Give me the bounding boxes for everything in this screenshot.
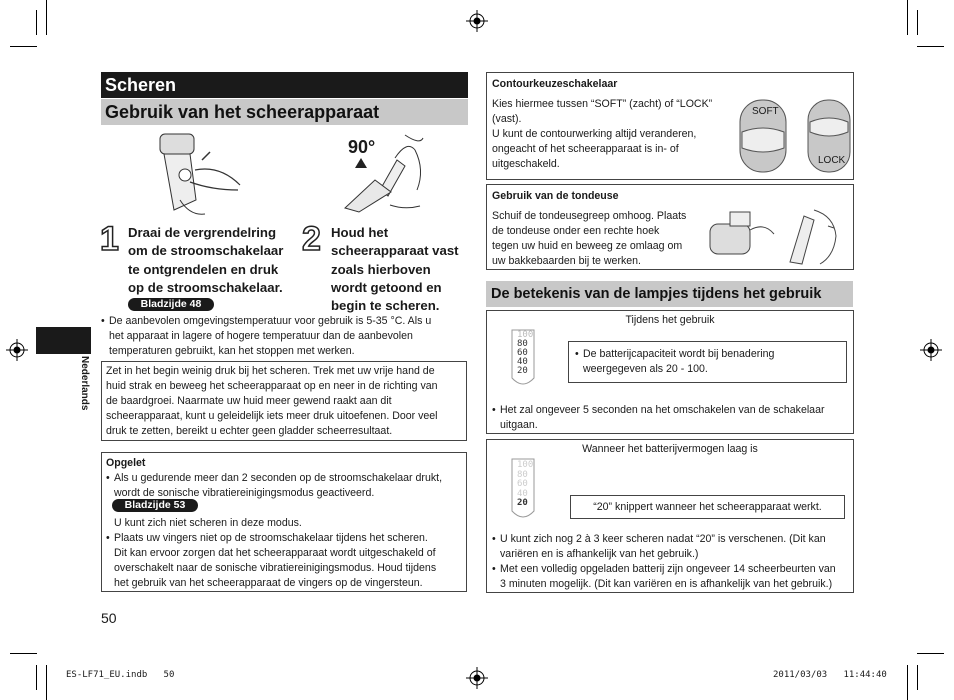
- page-reference-badge[interactable]: Bladzijde 48: [128, 298, 214, 311]
- step1-text: Draai de vergrendelring om de stroomschakelaar te ontgrendelen en druk op de stroomschakelaar.: [128, 225, 284, 295]
- lamps-title: De betekenis van de lampjes tijdens het gebruik: [486, 281, 853, 307]
- trimmer-box: Gebruik van de tondeuse Schuif de tondeusegreep omhoog. Plaats de tondeuse onder een rechte hoek tegen uw huid en beweeg ze omlaag om uw bakkebaarden bij te werken.: [486, 184, 854, 270]
- footer-left: ES-LF71_EU.indb 50: [66, 670, 175, 680]
- crop-mark: [36, 10, 37, 35]
- sidebar-tab: [36, 327, 91, 354]
- crop-mark: [36, 665, 37, 690]
- crop-mark: [10, 653, 37, 654]
- angle-label: 90°: [348, 137, 376, 157]
- crop-mark: [907, 0, 908, 35]
- registration-mark-icon: [466, 10, 488, 32]
- battery-levels: 100 80 60 40 20: [517, 330, 534, 376]
- page-number: 50: [101, 610, 117, 626]
- caution-box: Opgelet • Als u gedurende meer dan 2 seconden op de stroomschakelaar drukt, wordt de sonische vibratiereinigingsmodus geactiveerd. U kunt zich niet scheren in deze modus. • Plaats uw vingers niet op de stroomschakelaar tijdens het scheren. Dit kan ervoor zorgen dat het scheerapparaat wordt uitgeschakeld of overschakelt naar de sonische vibratiereinigingsmodus. Houd tijdens het gebruik van het scheerapparaat de vingers op de vingersteun.: [101, 452, 467, 592]
- step-number: 2: [302, 220, 321, 258]
- page-reference-badge[interactable]: Bladzijde 53: [112, 499, 198, 512]
- sidebar-language: Nederlands: [79, 356, 90, 411]
- footer-right: 2011/03/03 11:44:40: [773, 670, 887, 680]
- subsection-title: Gebruik van het scheerapparaat: [101, 99, 468, 125]
- section-title: Scheren: [101, 72, 468, 98]
- low-battery-note2: • Met een volledig opgeladen batterij zijn ongeveer 14 scheerbeurten van 3 minuten mogelijk. (Dit kan variëren en is afhankelijk van het gebruik.): [492, 563, 836, 590]
- registration-mark-icon: [920, 339, 942, 361]
- crop-mark: [10, 46, 37, 47]
- crop-mark: [917, 653, 944, 654]
- temperature-note: • De aanbevolen omgevingstemperatuur voor gebruik is 5-35 °C. Als u het apparaat in lagere of hogere temperatuur dan de aanbevolen temperaturen gebruikt, kan het stoppen met werken.: [101, 315, 432, 357]
- crop-mark: [907, 665, 908, 700]
- crop-mark: [917, 10, 918, 35]
- step2-text: Houd het scheerapparaat vast zoals hierboven wordt getoond en begin te scheren.: [331, 225, 459, 314]
- shaver-unlock-illustration: [150, 130, 250, 220]
- battery-levels: 100 80 60 40 20: [517, 460, 534, 508]
- tip-box: Zet in het begin weinig druk bij het scheren. Trek met uw vrije hand de huid strak en beweeg het scheerapparaat op en neer in de richting van de baardgroei. Naarmate uw huid meer gewend raakt aan dit scheerapparaat, kunt u geleidelijk iets meer druk uitoefenen. Door veel druk te zetten, bereikt u echter geen gladder scheerresultaat.: [101, 361, 467, 441]
- registration-mark-icon: [466, 667, 488, 689]
- usage-box: Tijdens het gebruik: [486, 310, 854, 434]
- crop-mark: [917, 46, 944, 47]
- low-battery-note1: • U kunt zich nog 2 à 3 keer scheren nadat “20” is verschenen. (Dit kan variëren en is afhankelijk van het gebruik.): [492, 533, 826, 560]
- usage-callout: • De batterijcapaciteit wordt bij benadering weergegeven als 20 - 100.: [568, 341, 847, 383]
- contour-box: Contourkeuzeschakelaar Kies hiermee tussen “SOFT” (zacht) of “LOCK” (vast). U kunt de contourwerking altijd veranderen, ongeacht of het scheerapparaat is in- of uitgeschakeld.: [486, 72, 854, 180]
- step-number: 1: [100, 220, 119, 258]
- crop-mark: [46, 0, 47, 35]
- usage-note: • Het zal ongeveer 5 seconden na het omschakelen van de schakelaar uitgaan.: [492, 404, 825, 431]
- registration-mark-icon: [6, 339, 28, 361]
- crop-mark: [46, 665, 47, 700]
- low-battery-box: Wanneer het batterijvermogen laag is: [486, 439, 854, 593]
- caution-title: Opgelet: [106, 457, 146, 469]
- trimmer-illustration: [704, 206, 850, 268]
- low-battery-callout: “20” knippert wanneer het scheerapparaat werkt.: [570, 495, 845, 519]
- crop-mark: [917, 665, 918, 690]
- lock-label: LOCK: [818, 155, 846, 166]
- shaving-angle-illustration: [335, 130, 445, 215]
- soft-label: SOFT: [752, 106, 779, 117]
